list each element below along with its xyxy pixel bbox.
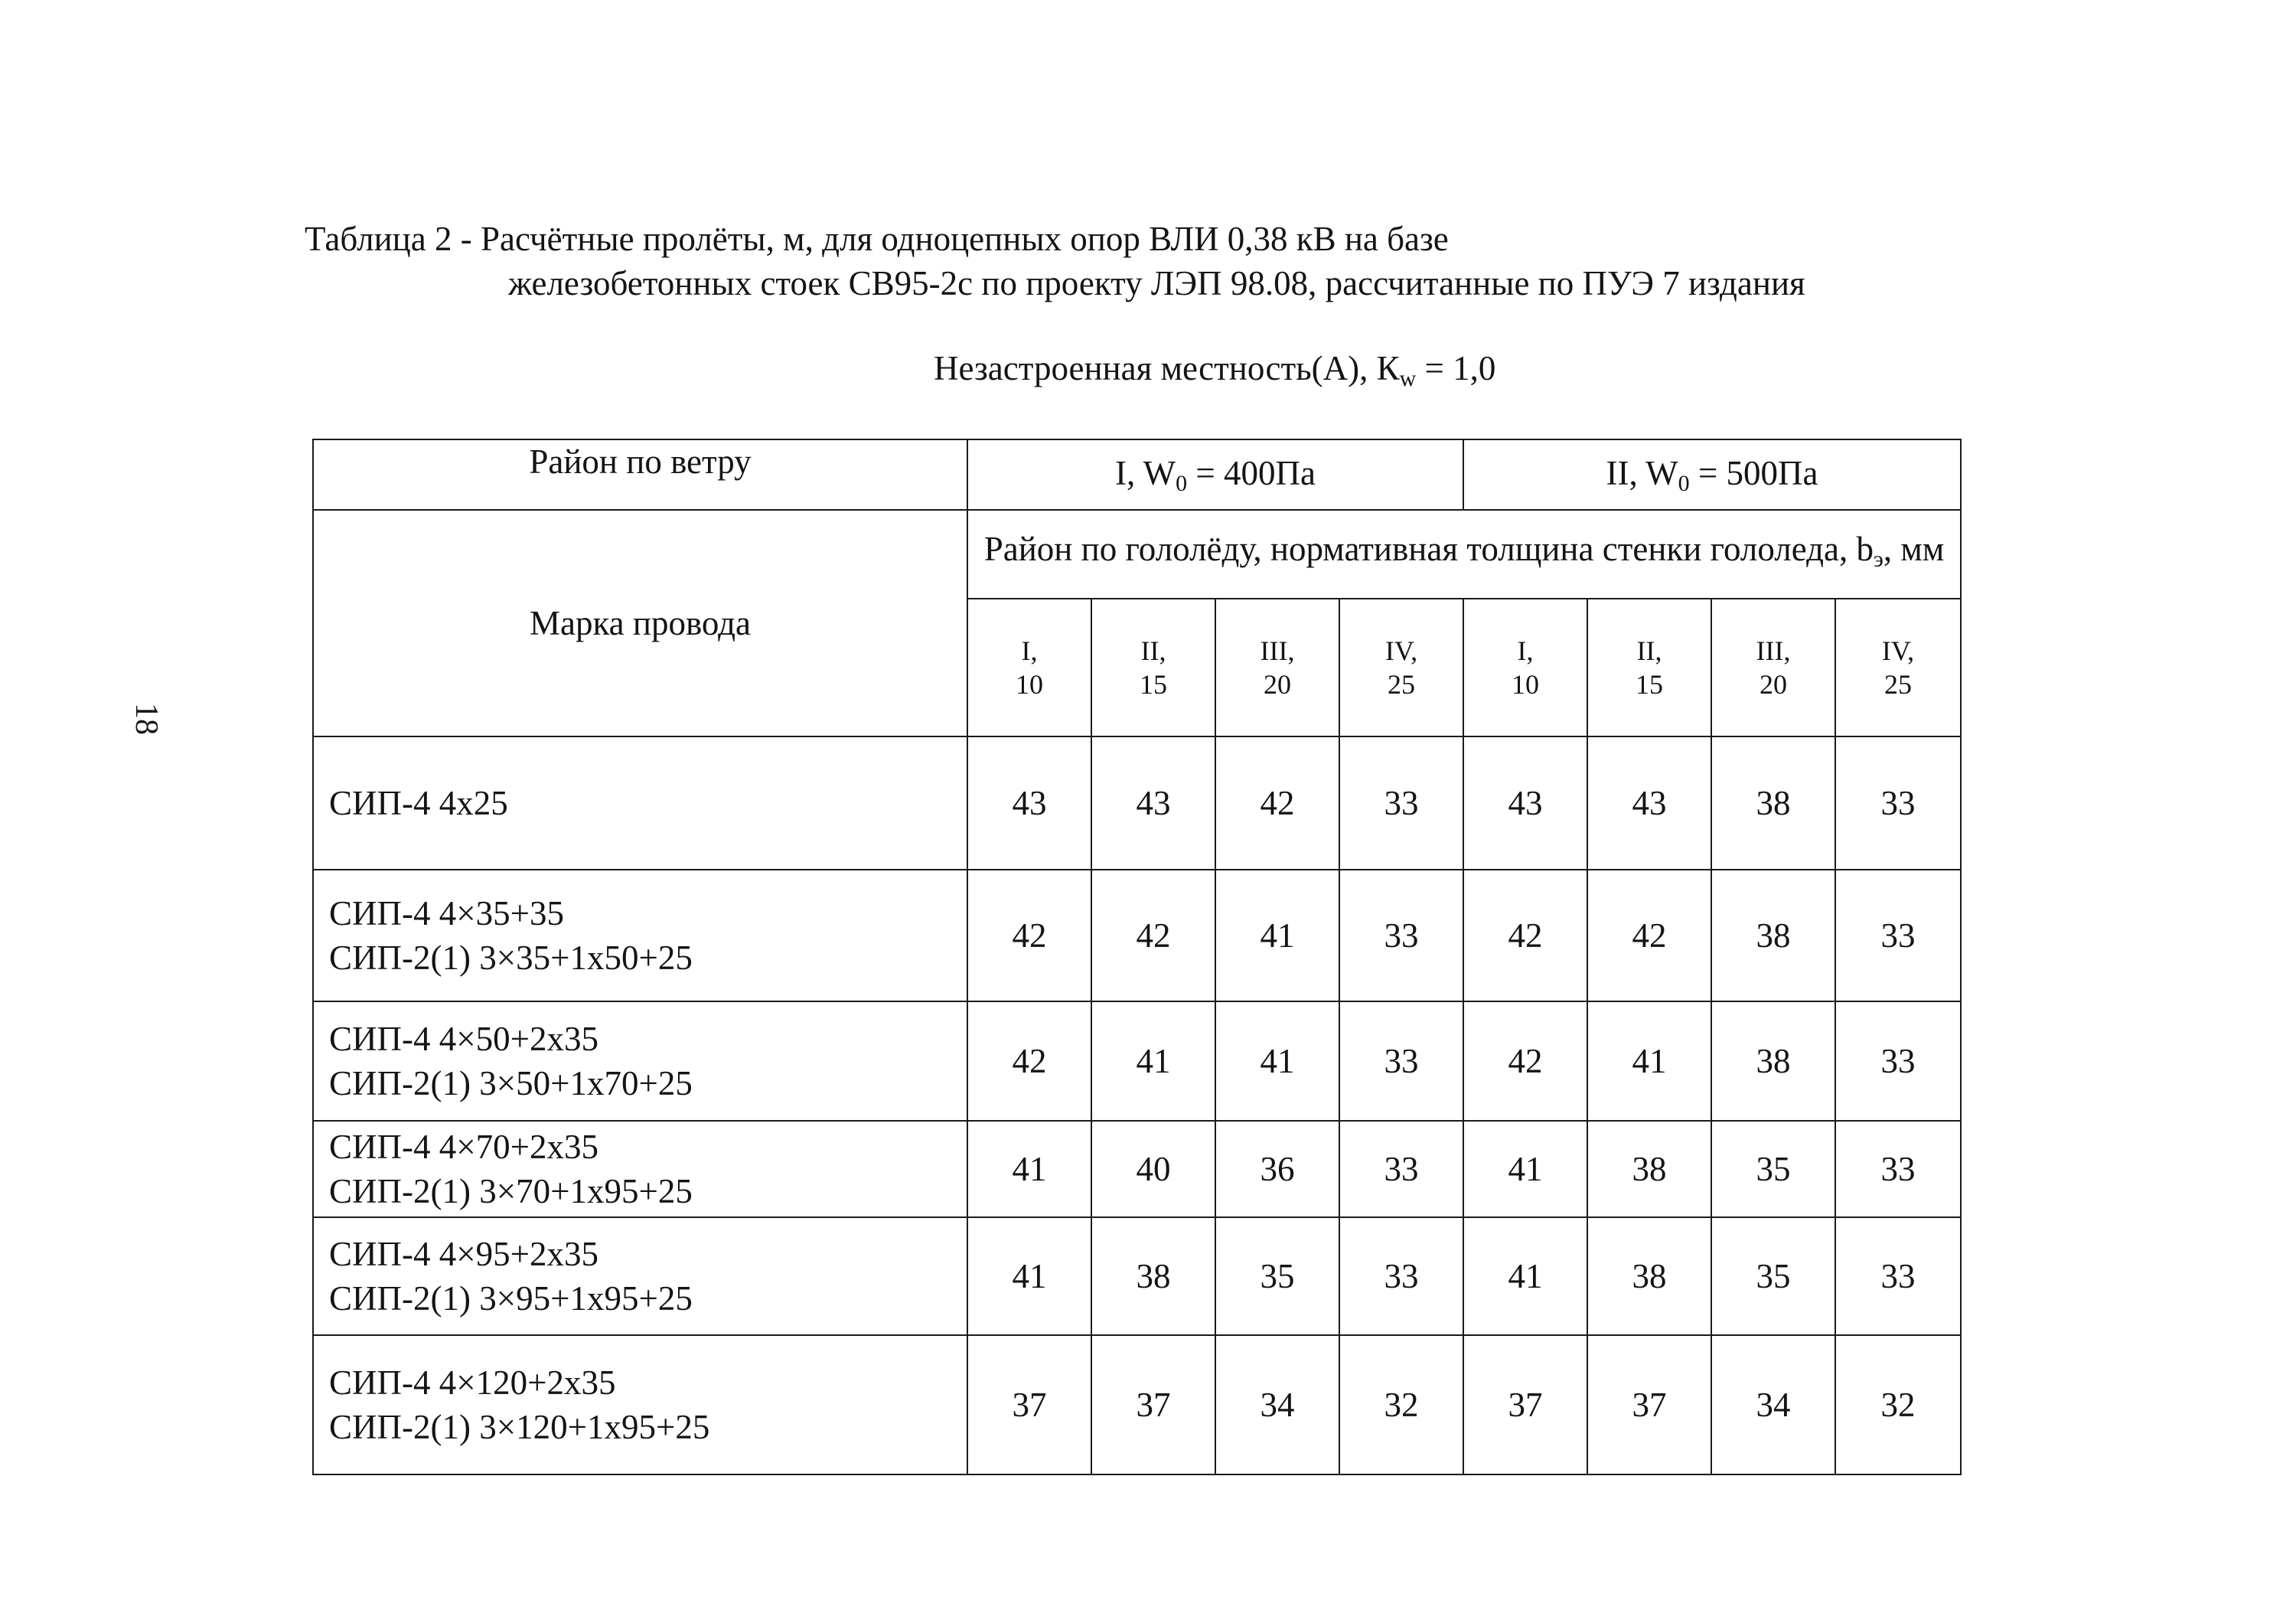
span-value-cell: 41 [1215,1001,1339,1121]
wind-zone-1-prefix: I, W [1115,453,1176,492]
wire-brand-line: СИП-2(1) 3×120+1х95+25 [329,1408,710,1446]
span-value-cell: 33 [1835,736,1961,870]
wire-brand-line: СИП-2(1) 3×95+1х95+25 [329,1279,693,1318]
span-value-cell: 43 [1091,736,1215,870]
span-value-cell: 38 [1711,870,1835,1001]
ice-zone-name: III, [1260,635,1295,666]
ice-thickness: 15 [1140,669,1167,700]
ice-header-suffix: , мм [1883,530,1945,568]
span-value-cell: 33 [1339,1121,1463,1217]
span-value-cell: 42 [1215,736,1339,870]
span-value-cell: 38 [1711,1001,1835,1121]
span-value-cell: 38 [1587,1121,1711,1217]
page-number: 18 [129,703,164,735]
ice-zone-name: IV, [1384,635,1418,666]
span-value-cell: 41 [1091,1001,1215,1121]
ice-zone-cell [1711,599,1835,736]
wire-brand-cell [313,1001,967,1121]
wire-brand-line: СИП-4 4×95+2х35 [329,1235,599,1273]
span-value-cell: 37 [1091,1335,1215,1474]
subtitle-suffix: = 1,0 [1416,349,1496,387]
span-value-cell: 41 [967,1121,1091,1217]
span-value-cell: 33 [1339,870,1463,1001]
wire-brand-cell [313,1217,967,1335]
wire-brand-line: СИП-4 4×35+35 [329,894,565,932]
ice-zone-name: II, [1636,635,1662,666]
span-value-cell: 32 [1835,1335,1961,1474]
caption-line-1: Таблица 2 - Расчётные пролёты, м, для одноцепных опор ВЛИ 0,38 кВ на базе [305,220,1449,258]
span-value-cell: 40 [1091,1121,1215,1217]
span-value-cell: 37 [1463,1335,1587,1474]
span-value-cell: 34 [1711,1335,1835,1474]
span-value-cell: 35 [1711,1217,1835,1335]
ice-thickness: 10 [1016,669,1043,700]
ice-zone-cell [1215,599,1339,736]
ice-zone-cell [1339,599,1463,736]
span-value-cell: 37 [1587,1335,1711,1474]
ice-zone-name: IV, [1881,635,1915,666]
ice-zone-name: I, [1021,635,1038,666]
wire-brand-line: СИП-2(1) 3×35+1х50+25 [329,939,693,977]
span-value-cell: 33 [1339,1217,1463,1335]
span-value-cell: 38 [1587,1217,1711,1335]
wind-header-row [313,439,1961,510]
span-value-cell: 41 [1463,1217,1587,1335]
span-value-cell: 35 [1215,1217,1339,1335]
ice-zone-name: II, [1140,635,1166,666]
wire-brand-line: СИП-2(1) 3×50+1х70+25 [329,1064,693,1102]
ice-zone-cell [967,599,1091,736]
ice-zone-cell [1091,599,1215,736]
span-value-cell: 43 [967,736,1091,870]
span-value-cell: 42 [967,1001,1091,1121]
ice-header-sub: э [1873,547,1883,572]
wire-brand-cell [313,1335,967,1474]
span-value-cell: 41 [1463,1121,1587,1217]
ice-thickness: 10 [1512,669,1540,700]
span-value-cell: 42 [1463,1001,1587,1121]
wire-brand-line: СИП-4 4×120+2х35 [329,1363,616,1402]
span-value-cell: 33 [1835,1001,1961,1121]
wind-zone-2-sub: 0 [1678,470,1690,496]
caption-line-2: железобетонных стоек СВ95-2с по проекту ЛЭП 98.08, рассчитанные по ПУЭ 7 издания [508,264,1805,302]
ice-header-text: Район по гололёду, нормативная толщина стенки гололеда, b [983,530,1874,568]
span-value-cell: 38 [1711,736,1835,870]
ice-zone-cell [1835,599,1961,736]
wind-zone-2 [1463,439,1961,510]
ice-thickness: 15 [1636,669,1664,700]
span-value-cell: 34 [1215,1335,1339,1474]
span-value-cell: 42 [967,870,1091,1001]
span-value-cell: 36 [1215,1121,1339,1217]
span-value-cell: 38 [1091,1217,1215,1335]
wind-zone-2-suffix: = 500Па [1689,453,1818,492]
ice-thickness: 20 [1264,669,1291,700]
subtitle-subscript: w [1399,366,1417,391]
wire-brand-line: СИП-4 4х25 [329,784,508,822]
ice-thickness: 25 [1388,669,1415,700]
wire-brand-line: СИП-2(1) 3×70+1х95+25 [329,1172,693,1210]
span-value-cell: 41 [1215,870,1339,1001]
span-table [312,439,1962,1475]
span-value-cell: 43 [1587,736,1711,870]
span-value-cell: 37 [967,1335,1091,1474]
span-value-cell: 42 [1463,870,1587,1001]
wind-zone-1-suffix: = 400Па [1187,453,1316,492]
wire-brand-cell [313,870,967,1001]
terrain-subtitle [934,348,1495,392]
ice-zone-name: I, [1517,635,1534,666]
ice-thickness: 20 [1760,669,1788,700]
wire-brand-header: Марка провода [313,510,967,736]
span-value-cell: 41 [1587,1001,1711,1121]
span-value-cell: 42 [1587,870,1711,1001]
table-row [313,736,1961,870]
wind-zone-header: Район по ветру [313,439,967,510]
ice-zone-header [967,510,1961,599]
ice-header-row [313,510,1961,599]
span-value-cell: 33 [1835,1217,1961,1335]
wind-zone-2-prefix: II, W [1606,453,1678,492]
wire-brand-line: СИП-4 4×50+2х35 [329,1020,599,1058]
span-value-cell: 42 [1091,870,1215,1001]
table-row [313,1121,1961,1217]
table-caption [305,217,1805,305]
table-row [313,1335,1961,1474]
ice-zone-cell [1587,599,1711,736]
wire-brand-cell [313,736,967,870]
span-value-cell: 41 [967,1217,1091,1335]
subtitle-prefix: Незастроенная местность(А), К [934,349,1400,387]
wind-zone-1 [967,439,1463,510]
span-value-cell: 33 [1339,736,1463,870]
table-row [313,870,1961,1001]
span-value-cell: 33 [1835,1121,1961,1217]
wire-brand-cell [313,1121,967,1217]
table-row [313,1217,1961,1335]
span-value-cell: 35 [1711,1121,1835,1217]
span-value-cell: 33 [1835,870,1961,1001]
wire-brand-line: СИП-4 4×70+2х35 [329,1128,599,1166]
ice-thickness: 25 [1884,669,1913,700]
span-value-cell: 32 [1339,1335,1463,1474]
table-row [313,1001,1961,1121]
ice-zone-name: III, [1756,635,1791,666]
wind-zone-1-sub: 0 [1176,470,1188,496]
ice-zone-cell [1463,599,1587,736]
span-value-cell: 33 [1339,1001,1463,1121]
span-value-cell: 43 [1463,736,1587,870]
